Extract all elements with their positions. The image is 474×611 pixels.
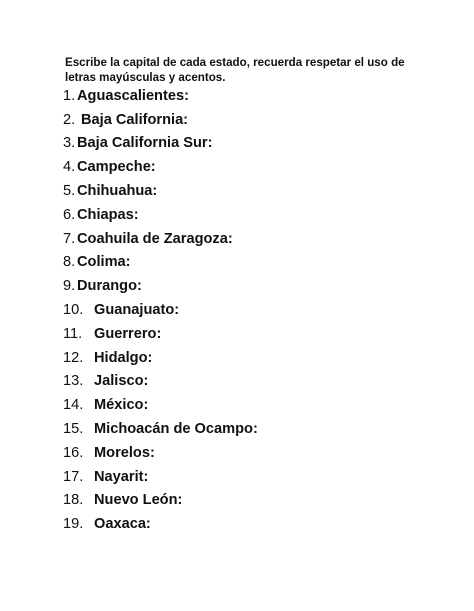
item-number: 19. (63, 516, 84, 533)
item-label: Morelos: (94, 444, 155, 461)
item-number: 17. (63, 468, 84, 485)
item-label: Colima: (77, 254, 131, 271)
item-number: 11. (63, 325, 83, 342)
item-label: Chihuahua: (77, 183, 158, 200)
item-number: 12. (63, 349, 84, 366)
item-label: Aguascalientes: (77, 87, 189, 104)
list-item (63, 132, 463, 156)
item-label: Chiapas: (77, 206, 139, 223)
item-label: Coahuila de Zaragoza: (77, 230, 233, 247)
list-item (63, 370, 463, 394)
item-number: 14. (63, 397, 84, 414)
list-item (63, 417, 463, 441)
item-label: Baja California Sur: (77, 135, 213, 152)
item-label: México: (94, 397, 149, 414)
item-number: 5. (63, 183, 76, 200)
item-number: 6. (63, 206, 76, 223)
list-item (63, 108, 463, 132)
instructions-text: Escribe la capital de cada estado, recuerda respetar el uso de letras mayúsculas y acentos. (65, 56, 405, 84)
item-label: Michoacán de Ocampo: (94, 421, 258, 438)
list-item (63, 274, 463, 298)
item-label: Baja California: (81, 111, 189, 128)
item-number: 1. (63, 87, 76, 104)
list-item (63, 84, 463, 108)
item-number: 18. (63, 492, 84, 509)
item-label: Nayarit: (94, 468, 149, 485)
item-number: 2. (63, 111, 76, 128)
item-label: Jalisco: (94, 373, 149, 390)
list-item (63, 346, 463, 370)
item-label: Nuevo León: (94, 492, 183, 509)
states-list (63, 84, 463, 536)
item-number: 7. (63, 230, 76, 247)
list-item (63, 393, 463, 417)
list-item (63, 512, 463, 536)
item-number: 15. (63, 421, 84, 438)
list-item (63, 179, 463, 203)
item-number: 4. (63, 159, 76, 176)
item-number: 13. (63, 373, 84, 390)
list-item (63, 155, 463, 179)
list-item (63, 227, 463, 251)
item-label: Guanajuato: (94, 302, 180, 319)
item-label: Hidalgo: (94, 349, 153, 366)
list-item (63, 489, 463, 513)
item-number: 3. (63, 135, 76, 152)
item-label: Campeche: (77, 159, 156, 176)
item-number: 16. (63, 444, 84, 461)
item-label: Oaxaca: (94, 516, 151, 533)
list-item (63, 251, 463, 275)
item-number: 10. (63, 302, 84, 319)
list-item (63, 465, 463, 489)
list-item (63, 322, 463, 346)
list-item (63, 441, 463, 465)
item-number: 9. (63, 278, 76, 295)
list-item (63, 203, 463, 227)
list-item (63, 298, 463, 322)
item-label: Durango: (77, 278, 142, 295)
item-label: Guerrero: (94, 325, 162, 342)
item-number: 8. (63, 254, 76, 271)
